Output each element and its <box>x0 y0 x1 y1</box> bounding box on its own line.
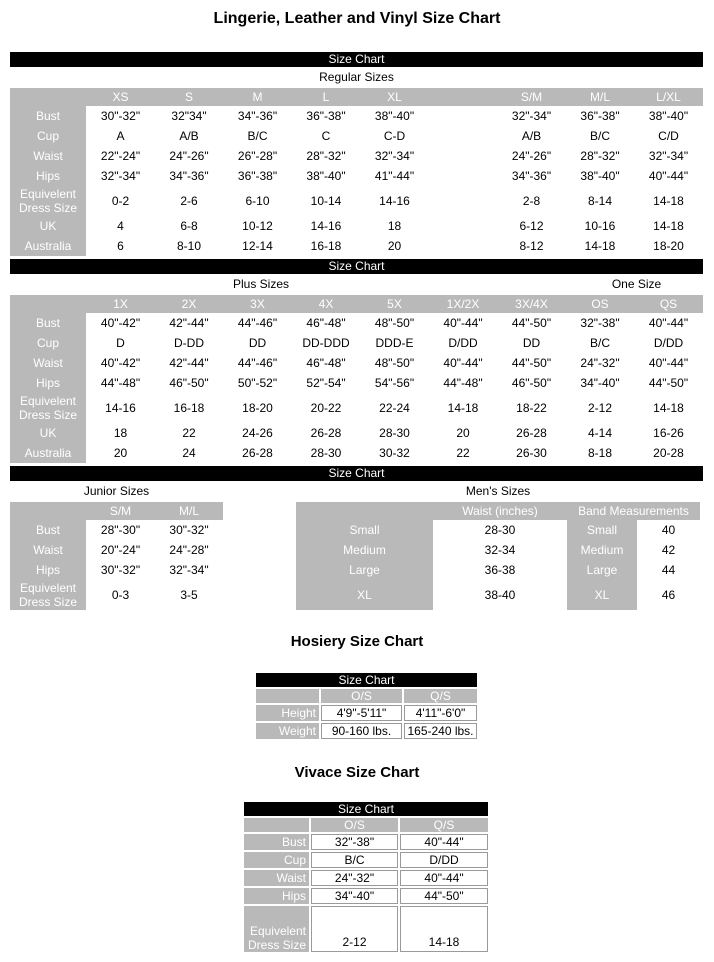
cell-value: 32"-38" <box>566 313 634 333</box>
cell-value <box>429 106 497 126</box>
cell-value: 38"-40" <box>292 166 360 186</box>
cell-value: 44"-50" <box>634 373 703 393</box>
cell-value: 36"-38" <box>223 166 292 186</box>
cell-value: 44"-46" <box>223 313 292 333</box>
hosiery-size-table <box>254 671 479 741</box>
band-size-label: Medium <box>567 540 637 560</box>
cell-value: 26-28 <box>223 443 292 463</box>
cell-value: 2-8 <box>497 186 566 216</box>
cell-value: 8-18 <box>566 443 634 463</box>
cell-value: 2-6 <box>155 186 223 216</box>
cell-value: 8-14 <box>566 186 634 216</box>
waist-value: 28-30 <box>433 520 567 540</box>
cell-value: 2-12 <box>566 393 634 423</box>
band-value: 42 <box>637 540 700 560</box>
cell-value <box>429 166 497 186</box>
cell-value: 24"-32" <box>566 353 634 373</box>
cell-value: 30-32 <box>360 443 429 463</box>
cell-value: 18 <box>360 216 429 236</box>
cell-value: 44"-50" <box>497 313 566 333</box>
cell-value: 18-20 <box>223 393 292 423</box>
cell-value: 14-16 <box>292 216 360 236</box>
column-header: QS <box>634 295 703 313</box>
column-header: OS <box>566 295 634 313</box>
row-label: Equivelent Dress Size <box>10 580 86 610</box>
band-value: 40 <box>637 520 700 540</box>
cell-value: 14-18 <box>634 186 703 216</box>
cell-value: 24"-28" <box>155 540 223 560</box>
row-label: Bust <box>10 313 86 333</box>
cell-value: 30"-32" <box>86 560 155 580</box>
cell-value: 26"-28" <box>223 146 292 166</box>
row-label: Waist <box>10 353 86 373</box>
cell-value: 6-10 <box>223 186 292 216</box>
column-header <box>429 88 497 106</box>
cell-value: 36"-38" <box>292 106 360 126</box>
row-label: Weight <box>256 723 319 739</box>
cell-value: DD <box>497 333 566 353</box>
cell-value: 20 <box>360 236 429 256</box>
row-label: Height <box>256 705 319 721</box>
cell-value: 40"-42" <box>86 313 155 333</box>
cell-value: 3-5 <box>155 580 223 610</box>
corner-cell <box>296 502 433 520</box>
cell-value: 54"-56" <box>360 373 429 393</box>
cell-value: 24"-32" <box>311 870 398 886</box>
one-size-heading: One Size <box>611 277 662 291</box>
cell-value: 20 <box>86 443 155 463</box>
size-label: XL <box>296 580 433 610</box>
plus-one-size-heading-row <box>10 274 703 295</box>
band-value: 44 <box>637 560 700 580</box>
size-chart-page <box>0 9 714 962</box>
row-label: Waist <box>10 540 86 560</box>
cell-value: 8-12 <box>497 236 566 256</box>
cell-value: D-DD <box>155 333 223 353</box>
cell-value: 165-240 lbs. <box>404 723 477 739</box>
column-header: 2X <box>155 295 223 313</box>
cell-value: 32"-34" <box>86 166 155 186</box>
cell-value: 16-18 <box>292 236 360 256</box>
row-label: Waist <box>10 146 86 166</box>
cell-value: 4'11"-6'0" <box>404 705 477 721</box>
waist-value: 32-34 <box>433 540 567 560</box>
cell-value: 4-14 <box>566 423 634 443</box>
cell-value: B/C <box>566 126 634 146</box>
cell-value: 14-18 <box>566 236 634 256</box>
cell-value: 44"-48" <box>429 373 497 393</box>
cell-value: 48"-50" <box>360 353 429 373</box>
row-label: UK <box>10 216 86 236</box>
cell-value: 6 <box>86 236 155 256</box>
waist-column-header: Waist (inches) <box>433 502 567 520</box>
size-chart-bar: Size Chart <box>244 802 488 816</box>
cell-value: 24"-26" <box>155 146 223 166</box>
cell-value: 10-14 <box>292 186 360 216</box>
cell-value: 20-28 <box>634 443 703 463</box>
cell-value: 14-18 <box>634 216 703 236</box>
plus-sizes-heading: Plus Sizes <box>232 277 290 291</box>
regular-sizes-table <box>10 88 703 256</box>
cell-value: 28"-30" <box>86 520 155 540</box>
cell-value: 28"-32" <box>566 146 634 166</box>
cell-value: 26-28 <box>292 423 360 443</box>
cell-value: C/D <box>634 126 703 146</box>
cell-value: 34"-40" <box>566 373 634 393</box>
cell-value: 41"-44" <box>360 166 429 186</box>
cell-value: C-D <box>360 126 429 146</box>
cell-value: 18 <box>86 423 155 443</box>
band-column-header: Band Measurements <box>567 502 700 520</box>
regular-sizes-heading: Regular Sizes <box>319 70 394 84</box>
column-header: L <box>292 88 360 106</box>
corner-cell <box>256 689 319 703</box>
cell-value: 12-14 <box>223 236 292 256</box>
mens-sizes-table <box>296 502 700 610</box>
cell-value: 34"-36" <box>155 166 223 186</box>
row-label: Hips <box>10 560 86 580</box>
column-header: M <box>223 88 292 106</box>
cell-value: 14-18 <box>429 393 497 423</box>
junior-sizes-table <box>10 502 223 610</box>
column-header: Q/S <box>400 818 488 832</box>
cell-value: 26-30 <box>497 443 566 463</box>
cell-value <box>429 216 497 236</box>
cell-value: 44"-50" <box>497 353 566 373</box>
cell-value: 44"-46" <box>223 353 292 373</box>
row-label: UK <box>10 423 86 443</box>
cell-value: B/C <box>566 333 634 353</box>
junior-mens-heading-row <box>10 481 703 502</box>
cell-value: DDD-E <box>360 333 429 353</box>
cell-value: 46"-50" <box>155 373 223 393</box>
junior-sizes-heading: Junior Sizes <box>83 484 150 498</box>
plus-sizes-table <box>10 295 703 463</box>
corner-cell <box>10 502 86 520</box>
page-title: Lingerie, Leather and Vinyl Size Chart <box>213 10 501 27</box>
row-label: Australia <box>10 236 86 256</box>
cell-value: 6-8 <box>155 216 223 236</box>
cell-value <box>429 236 497 256</box>
cell-value: D/DD <box>400 852 488 868</box>
cell-value: 0-3 <box>86 580 155 610</box>
mens-sizes-heading: Men's Sizes <box>465 484 531 498</box>
cell-value: 22"-24" <box>86 146 155 166</box>
cell-value: 14-16 <box>360 186 429 216</box>
main-charts-section <box>10 52 703 610</box>
cell-value: A/B <box>155 126 223 146</box>
cell-value: 2-12 <box>311 906 398 952</box>
band-size-label: Large <box>567 560 637 580</box>
cell-value: 52"-54" <box>292 373 360 393</box>
cell-value: 8-10 <box>155 236 223 256</box>
row-label: Equivelent Dress Size <box>10 393 86 423</box>
column-header: 1X/2X <box>429 295 497 313</box>
vivace-title: Vivace Size Chart <box>294 764 420 781</box>
cell-value: D <box>86 333 155 353</box>
waist-value: 38-40 <box>433 580 567 610</box>
row-label: Equivelent Dress Size <box>244 906 309 952</box>
cell-value: D/DD <box>429 333 497 353</box>
cell-value: 4'9"-5'11" <box>321 705 402 721</box>
cell-value: 20-22 <box>292 393 360 423</box>
cell-value: 38"-40" <box>634 106 703 126</box>
size-label: Large <box>296 560 433 580</box>
cell-value: 46"-48" <box>292 353 360 373</box>
cell-value: 40"-44" <box>634 313 703 333</box>
cell-value: A <box>86 126 155 146</box>
cell-value: 42"-44" <box>155 313 223 333</box>
cell-value: 50"-52" <box>223 373 292 393</box>
size-label: Small <box>296 520 433 540</box>
cell-value: 40"-44" <box>400 870 488 886</box>
cell-value <box>429 146 497 166</box>
cell-value: 0-2 <box>86 186 155 216</box>
corner-cell <box>244 818 309 832</box>
column-header: XS <box>86 88 155 106</box>
row-label: Hips <box>10 373 86 393</box>
cell-value <box>429 126 497 146</box>
column-header: O/S <box>311 818 398 832</box>
cell-value: 38"-40" <box>360 106 429 126</box>
cell-value: 30"-32" <box>86 106 155 126</box>
column-header: M/L <box>155 502 223 520</box>
corner-cell <box>10 295 86 313</box>
cell-value: D/DD <box>634 333 703 353</box>
row-label: Cup <box>10 333 86 353</box>
row-label: Waist <box>244 870 309 886</box>
cell-value: 32"-34" <box>497 106 566 126</box>
cell-value: 10-12 <box>223 216 292 236</box>
band-size-label: Small <box>567 520 637 540</box>
column-header: S/M <box>497 88 566 106</box>
cell-value: 24 <box>155 443 223 463</box>
cell-value: 14-18 <box>634 393 703 423</box>
column-header: O/S <box>321 689 402 703</box>
cell-value: 40"-44" <box>634 166 703 186</box>
cell-value: A/B <box>497 126 566 146</box>
cell-value: 48"-50" <box>360 313 429 333</box>
cell-value: 42"-44" <box>155 353 223 373</box>
cell-value: 44"-50" <box>400 888 488 904</box>
cell-value: 34"-36" <box>223 106 292 126</box>
cell-value: 46"-48" <box>292 313 360 333</box>
row-label: Hips <box>244 888 309 904</box>
cell-value: 22-24 <box>360 393 429 423</box>
cell-value: DD <box>223 333 292 353</box>
cell-value: 24-26 <box>223 423 292 443</box>
cell-value: 28-30 <box>360 423 429 443</box>
row-label: Bust <box>10 520 86 540</box>
cell-value: 26-28 <box>497 423 566 443</box>
cell-value: 40"-44" <box>400 834 488 850</box>
size-chart-bar: Size Chart <box>256 673 477 687</box>
column-header: 3X <box>223 295 292 313</box>
cell-value: 10-16 <box>566 216 634 236</box>
column-header: L/XL <box>634 88 703 106</box>
column-header: 4X <box>292 295 360 313</box>
cell-value: C <box>292 126 360 146</box>
cell-value: DD-DDD <box>292 333 360 353</box>
cell-value: 28"-32" <box>292 146 360 166</box>
cell-value: 16-26 <box>634 423 703 443</box>
row-label: Cup <box>10 126 86 146</box>
cell-value: B/C <box>311 852 398 868</box>
row-label: Australia <box>10 443 86 463</box>
corner-cell <box>10 88 86 106</box>
column-header: 1X <box>86 295 155 313</box>
cell-value: 44"-48" <box>86 373 155 393</box>
row-label: Cup <box>244 852 309 868</box>
cell-value: 22 <box>155 423 223 443</box>
cell-value: 22 <box>429 443 497 463</box>
cell-value: 24"-26" <box>497 146 566 166</box>
cell-value: 34"-36" <box>497 166 566 186</box>
cell-value: 40"-44" <box>429 313 497 333</box>
cell-value: 4 <box>86 216 155 236</box>
cell-value: 36"-38" <box>566 106 634 126</box>
cell-value: 90-160 lbs. <box>321 723 402 739</box>
cell-value: 18-20 <box>634 236 703 256</box>
column-header: 3X/4X <box>497 295 566 313</box>
band-size-label: XL <box>567 580 637 610</box>
cell-value: 32"-34" <box>155 560 223 580</box>
cell-value: 32"34" <box>155 106 223 126</box>
cell-value: 14-16 <box>86 393 155 423</box>
junior-mens-tables <box>10 502 703 610</box>
column-header: Q/S <box>404 689 477 703</box>
vivace-size-table <box>242 800 490 954</box>
size-chart-bar-plus: Size Chart <box>10 259 703 274</box>
cell-value <box>429 186 497 216</box>
cell-value: 18-22 <box>497 393 566 423</box>
row-label: Equivelent Dress Size <box>10 186 86 216</box>
cell-value: 32"-34" <box>634 146 703 166</box>
hosiery-title: Hosiery Size Chart <box>290 633 424 650</box>
row-label: Bust <box>10 106 86 126</box>
row-label: Bust <box>244 834 309 850</box>
size-chart-bar-regular: Size Chart <box>10 52 703 67</box>
cell-value: 34"-40" <box>311 888 398 904</box>
cell-value: 30"-32" <box>155 520 223 540</box>
column-header: S/M <box>86 502 155 520</box>
column-header: M/L <box>566 88 634 106</box>
cell-value: 46"-50" <box>497 373 566 393</box>
cell-value: 28-30 <box>292 443 360 463</box>
cell-value: 40"-42" <box>86 353 155 373</box>
cell-value: 38"-40" <box>566 166 634 186</box>
cell-value: B/C <box>223 126 292 146</box>
cell-value: 6-12 <box>497 216 566 236</box>
cell-value: 40"-44" <box>634 353 703 373</box>
size-chart-bar-junior-mens: Size Chart <box>10 466 703 481</box>
band-value: 46 <box>637 580 700 610</box>
column-header: XL <box>360 88 429 106</box>
cell-value: 32"-34" <box>360 146 429 166</box>
column-header: S <box>155 88 223 106</box>
row-label: Hips <box>10 166 86 186</box>
cell-value: 14-18 <box>400 906 488 952</box>
cell-value: 40"-44" <box>429 353 497 373</box>
column-header: 5X <box>360 295 429 313</box>
cell-value: 32"-38" <box>311 834 398 850</box>
waist-value: 36-38 <box>433 560 567 580</box>
cell-value: 20 <box>429 423 497 443</box>
cell-value: 16-18 <box>155 393 223 423</box>
cell-value: 20"-24" <box>86 540 155 560</box>
size-label: Medium <box>296 540 433 560</box>
